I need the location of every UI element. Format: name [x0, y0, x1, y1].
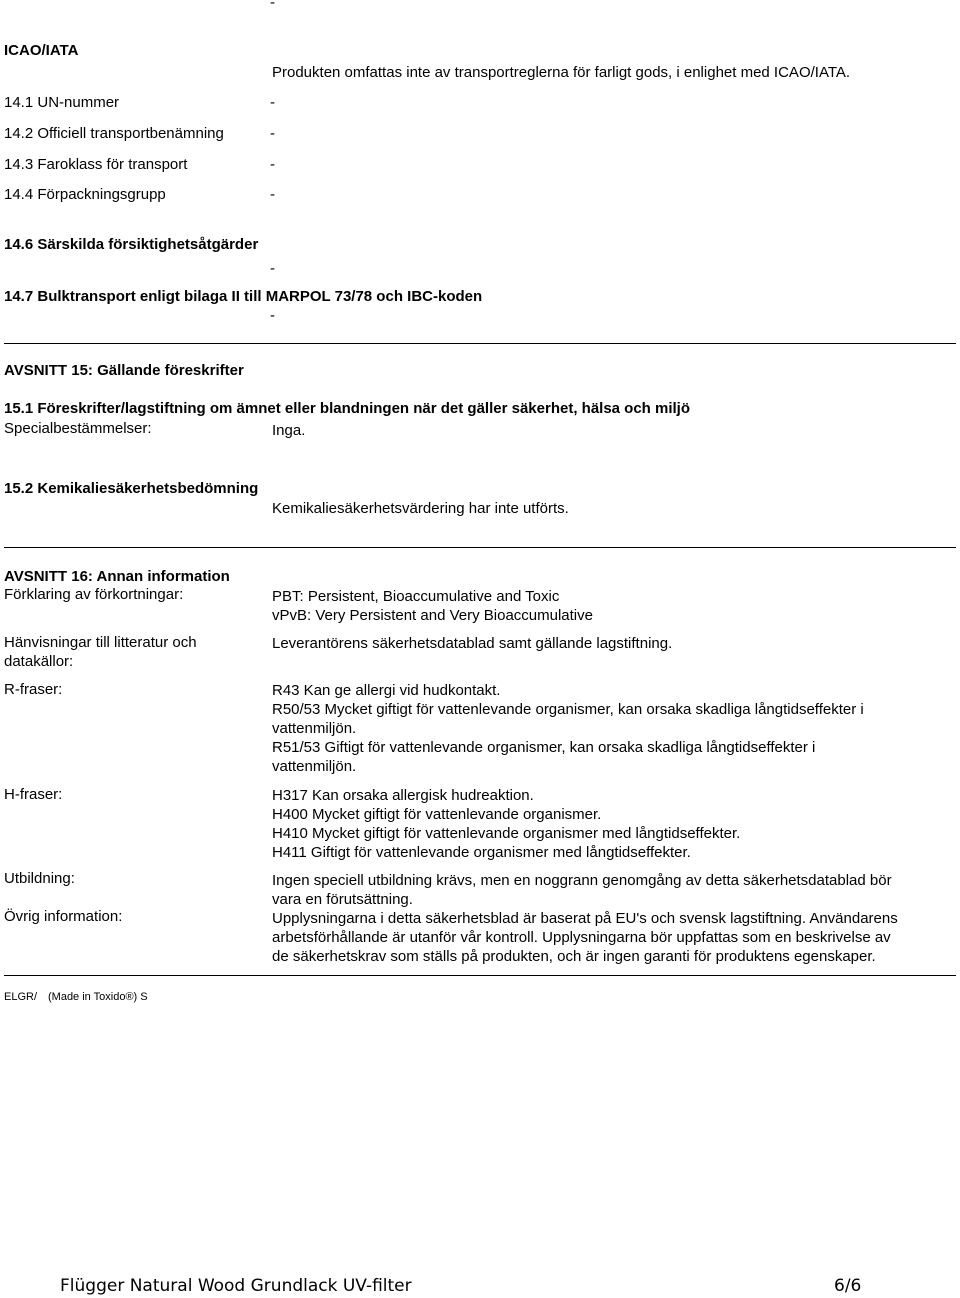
shipping-name-value: -	[270, 125, 275, 142]
r-phrases-label: R-fraser:	[4, 681, 63, 698]
abbreviations-label: Förklaring av förkortningar:	[4, 586, 184, 603]
special-provisions-value: Inga.	[272, 422, 306, 439]
abbreviation-vpvb: vPvB: Very Persistent and Very Bioaccumulative	[272, 607, 593, 624]
abbreviations-value	[272, 587, 952, 625]
bulk-transport-value: -	[270, 307, 275, 324]
references-label-line-2: datakällor:	[4, 653, 74, 670]
origin-code: ELGR/	[4, 991, 38, 1003]
abbreviation-pbt: PBT: Persistent, Bioaccumulative and Toxic	[272, 588, 560, 605]
special-precautions-value: -	[270, 260, 275, 277]
hazard-class-value: -	[270, 156, 275, 173]
divider-section-15	[4, 343, 956, 344]
icao-heading: ICAO/IATA	[4, 42, 79, 59]
h-phrases-label: H-fraser:	[4, 786, 63, 803]
training-line: vara en förutsättning.	[272, 891, 413, 908]
training-value	[272, 871, 952, 909]
h-phrase-line: H411 Giftigt för vattenlevande organismer med långtidseffekter.	[272, 844, 691, 861]
r-phrase-line: R50/53 Mycket giftigt för vattenlevande organismer, kan orsaka skadliga långtidseffekter i	[272, 701, 864, 718]
other-information-line: de säkerhetskrav som ställs på produkten, och är ingen garanti för produktens egenskaper.	[272, 948, 876, 965]
shipping-name-label: 14.2 Officiell transportbenämning	[4, 125, 224, 142]
packing-group-value: -	[270, 186, 275, 203]
r-phrase-line: vattenmiljön.	[272, 758, 357, 775]
special-precautions-heading: 14.6 Särskilda försiktighetsåtgärder	[4, 236, 259, 253]
made-in-note: (Made in Toxido®) S	[48, 991, 148, 1003]
training-label: Utbildning:	[4, 870, 75, 887]
r-phrase-line: R51/53 Giftigt för vattenlevande organismer, kan orsaka skadliga långtidseffekter i	[272, 739, 816, 756]
h-phrase-line: H400 Mycket giftigt för vattenlevande organismer.	[272, 806, 602, 823]
un-number-label: 14.1 UN-nummer	[4, 94, 120, 111]
section-15-1-heading: 15.1 Föreskrifter/lagstiftning om ämnet eller blandningen när det gäller säkerhet, hälsa och miljö	[4, 400, 691, 417]
r-phrases-list	[272, 681, 952, 776]
packing-group-label: 14.4 Förpackningsgrupp	[4, 186, 166, 203]
section-15-heading: AVSNITT 15: Gällande föreskrifter	[4, 362, 244, 379]
references-value: Leverantörens säkerhetsdatablad samt gällande lagstiftning.	[272, 635, 673, 652]
divider-section-16	[4, 547, 956, 548]
chemical-safety-assessment-value: Kemikaliesäkerhetsvärdering har inte utförts.	[272, 500, 569, 517]
training-line: Ingen speciell utbildning krävs, men en noggrann genomgång av detta säkerhetsdatablad bör	[272, 872, 892, 889]
hazard-class-label: 14.3 Faroklass för transport	[4, 156, 188, 173]
other-information-value	[272, 909, 952, 966]
un-number-value: -	[270, 94, 275, 111]
references-label-line-1: Hänvisningar till litteratur och	[4, 634, 197, 651]
footer-page-number: 6/6	[834, 1276, 862, 1296]
h-phrases-list	[272, 786, 952, 862]
r-phrase-line: vattenmiljön.	[272, 720, 357, 737]
footer-product-name: Flügger Natural Wood Grundlack UV-filter	[60, 1276, 412, 1296]
h-phrase-line: H317 Kan orsaka allergisk hudreaktion.	[272, 787, 534, 804]
bulk-transport-heading: 14.7 Bulktransport enligt bilaga II till MARPOL 73/78 och IBC-koden	[4, 288, 483, 305]
special-provisions-label: Specialbestämmelser:	[4, 420, 152, 437]
other-information-label: Övrig information:	[4, 908, 123, 925]
top-dash: -	[270, 0, 275, 11]
other-information-line: Upplysningarna i detta säkerhetsblad är baserat på EU's och svensk lagstiftning. Användarens	[272, 910, 898, 927]
r-phrase-line: R43 Kan ge allergi vid hudkontakt.	[272, 682, 501, 699]
h-phrase-line: H410 Mycket giftigt för vattenlevande organismer med långtidseffekter.	[272, 825, 741, 842]
other-information-line: arbetsförhållande är utanför vår kontroll. Upplysningarna bör uppfattas som en beskrivelse av	[272, 929, 891, 946]
icao-statement: Produkten omfattas inte av transportreglerna för farligt gods, i enlighet med ICAO/IATA.	[272, 64, 851, 81]
section-15-2-heading: 15.2 Kemikaliesäkerhetsbedömning	[4, 480, 259, 497]
divider-bottom	[4, 975, 956, 976]
section-16-heading: AVSNITT 16: Annan information	[4, 568, 230, 585]
